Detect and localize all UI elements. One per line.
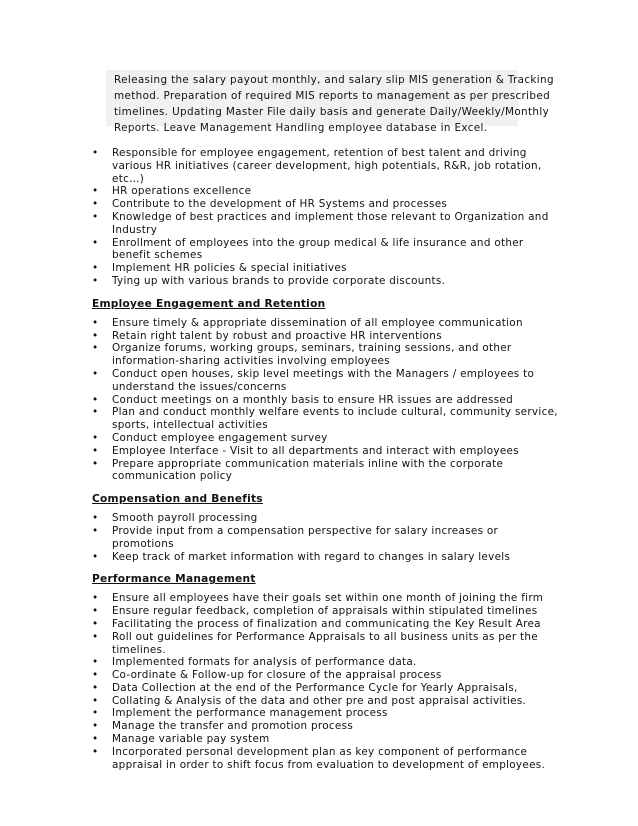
list-item: • Knowledge of best practices and implement those relevant to Organization and Industry	[92, 211, 562, 237]
list-item: • Ensure timely & appropriate dissemination of all employee communication	[92, 317, 562, 330]
list-item: • Smooth payroll processing	[92, 512, 562, 525]
list-item: • Manage the transfer and promotion process	[92, 720, 562, 733]
list-item: • Co-ordinate & Follow-up for closure of the appraisal process	[92, 669, 562, 682]
list-item: • Ensure all employees have their goals set within one month of joining the firm	[92, 592, 562, 605]
summary-line: timelines. Updating Master File daily basis and generate Daily/Weekly/Monthly	[114, 106, 550, 118]
section-heading-compensation: Compensation and Benefits	[92, 493, 263, 506]
list-item: • Provide input from a compensation perspective for salary increases or promotions	[92, 525, 562, 551]
list-item: • Conduct open houses, skip level meetings with the Managers / employees to understand the issues/concerns	[92, 368, 562, 394]
list-item: • Retain right talent by robust and proactive HR interventions	[92, 330, 562, 343]
list-item: • Implement HR policies & special initiatives	[92, 262, 562, 275]
list-item: • Keep track of market information with regard to changes in salary levels	[92, 551, 562, 564]
list-item: • Enrollment of employees into the group medical & life insurance and other benefit schemes	[92, 237, 562, 263]
list-item: • Contribute to the development of HR Systems and processes	[92, 198, 562, 211]
list-item: • Plan and conduct monthly welfare events to include cultural, community service, sports, intellectual activities	[92, 406, 562, 432]
list-item: • Ensure regular feedback, completion of appraisals within stipulated timelines	[92, 605, 562, 618]
list-item: • Implement the performance management process	[92, 707, 562, 720]
summary-line: Reports. Leave Management Handling employee database in Excel.	[114, 122, 488, 134]
summary-line: Releasing the salary payout monthly, and salary slip MIS generation & Tracking	[114, 74, 554, 86]
list-item: • Roll out guidelines for Performance Appraisals to all business units as per the timelines.	[92, 631, 562, 657]
list-item: • Implemented formats for analysis of performance data.	[92, 656, 562, 669]
section-heading-engagement: Employee Engagement and Retention	[92, 297, 326, 310]
list-item: • Responsible for employee engagement, retention of best talent and driving various HR initiatives (career development, high potentials, R&R, job rotation, etc…)	[92, 147, 562, 185]
list-item: • Incorporated personal development plan as key component of performance appraisal in order to shift focus from evaluation to development of employees.	[92, 746, 562, 772]
list-item: • Prepare appropriate communication materials inline with the corporate communication policy	[92, 458, 562, 484]
list-item: • Facilitating the process of finalization and communicating the Key Result Area	[92, 618, 562, 631]
list-item: • Employee Interface - Visit to all departments and interact with employees	[92, 445, 562, 458]
list-item: • HR operations excellence	[92, 185, 562, 198]
compensation-list	[92, 512, 562, 563]
list-item: • Organize forums, working groups, seminars, training sessions, and other information-sharing activities involving employees	[92, 342, 562, 368]
performance-list	[92, 592, 562, 771]
general-responsibilities-list	[92, 147, 562, 288]
list-item: • Manage variable pay system	[92, 733, 562, 746]
engagement-list	[92, 317, 562, 483]
summary-line: method. Preparation of required MIS reports to management as per prescribed	[114, 90, 551, 102]
list-item: • Collating & Analysis of the data and other pre and post appraisal activities.	[92, 695, 562, 708]
payroll-summary-block	[106, 70, 554, 134]
section-heading-performance: Performance Management	[92, 573, 256, 586]
list-item: • Conduct employee engagement survey	[92, 432, 562, 445]
list-item: • Data Collection at the end of the Performance Cycle for Yearly Appraisals,	[92, 682, 562, 695]
list-item: • Conduct meetings on a monthly basis to ensure HR issues are addressed	[92, 394, 562, 407]
list-item: • Tying up with various brands to provide corporate discounts.	[92, 275, 562, 288]
resume-content	[92, 147, 562, 777]
